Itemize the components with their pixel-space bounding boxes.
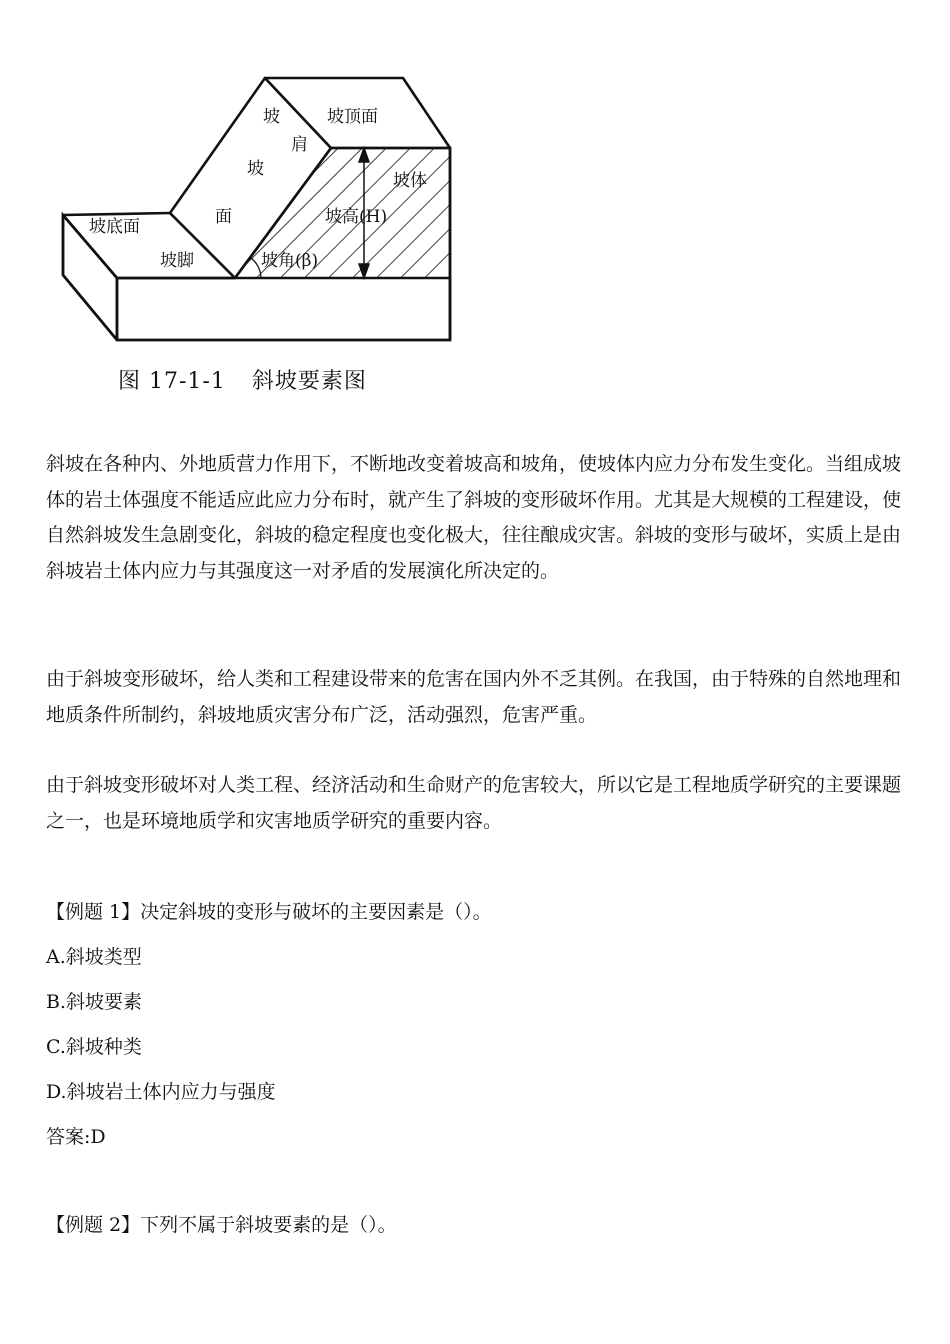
paragraph-slope-hazards: 由于斜坡变形破坏，给人类和工程建设带来的危害在国内外不乏其例。在我国，由于特殊的自然地理和地质条件所制约，斜坡地质灾害分布广泛，活动强烈，危害严重。 — [46, 668, 902, 726]
label-slope-face-1: 坡 — [247, 159, 264, 179]
example-2-question: 【例题 2】下列不属于斜坡要素的是（）。 — [46, 1214, 397, 1236]
figure-caption — [118, 364, 367, 395]
label-toe-surface: 坡底面 — [89, 217, 140, 237]
paragraph-research-topic: 由于斜坡变形破坏对人类工程、经济活动和生命财产的危害较大，所以它是工程地质学研究的主要课题之一，也是环境地质学和灾害地质学研究的重要内容。 — [46, 774, 902, 832]
slope-diagram — [55, 70, 465, 350]
label-slope-face-2: 面 — [215, 207, 232, 227]
example-1-option-a: A.斜坡类型 — [46, 946, 142, 968]
label-toe: 坡脚 — [160, 251, 194, 271]
caption-number: 图 17-1-1 — [118, 369, 226, 394]
slope-elements-figure — [55, 70, 465, 350]
example-1-answer: 答案:D — [46, 1126, 106, 1148]
label-shoulder-1: 坡 — [263, 107, 280, 127]
label-slope-body: 坡体 — [393, 171, 427, 191]
example-1-option-c: C.斜坡种类 — [46, 1036, 142, 1058]
label-shoulder-2: 肩 — [291, 135, 308, 155]
paragraph-slope-deformation: 斜坡在各种内、外地质营力作用下，不断地改变着坡高和坡角，使坡体内应力分布发生变化。当组成坡体的岩土体强度不能适应此应力分布时，就产生了斜坡的变形破坏作用。尤其是大规模的工程建设，使自然斜坡发生急剧变化，斜坡的稳定程度也变化极大，往往酿成灾害。斜坡的变形与破坏，实质上是由斜坡岩土体内应力与其强度这一对矛盾的发展演化所决定的。 — [46, 453, 902, 582]
label-slope-angle: 坡角(β) — [261, 251, 319, 271]
example-1-question: 【例题 1】决定斜坡的变形与破坏的主要因素是（）。 — [46, 901, 492, 923]
example-1-option-b: B.斜坡要素 — [46, 991, 143, 1013]
label-crest-surface: 坡顶面 — [327, 107, 378, 127]
example-1-option-d: D.斜坡岩土体内应力与强度 — [46, 1081, 276, 1103]
caption-title: 斜坡要素图 — [251, 369, 367, 394]
label-slope-height: 坡高(H) — [325, 207, 388, 227]
